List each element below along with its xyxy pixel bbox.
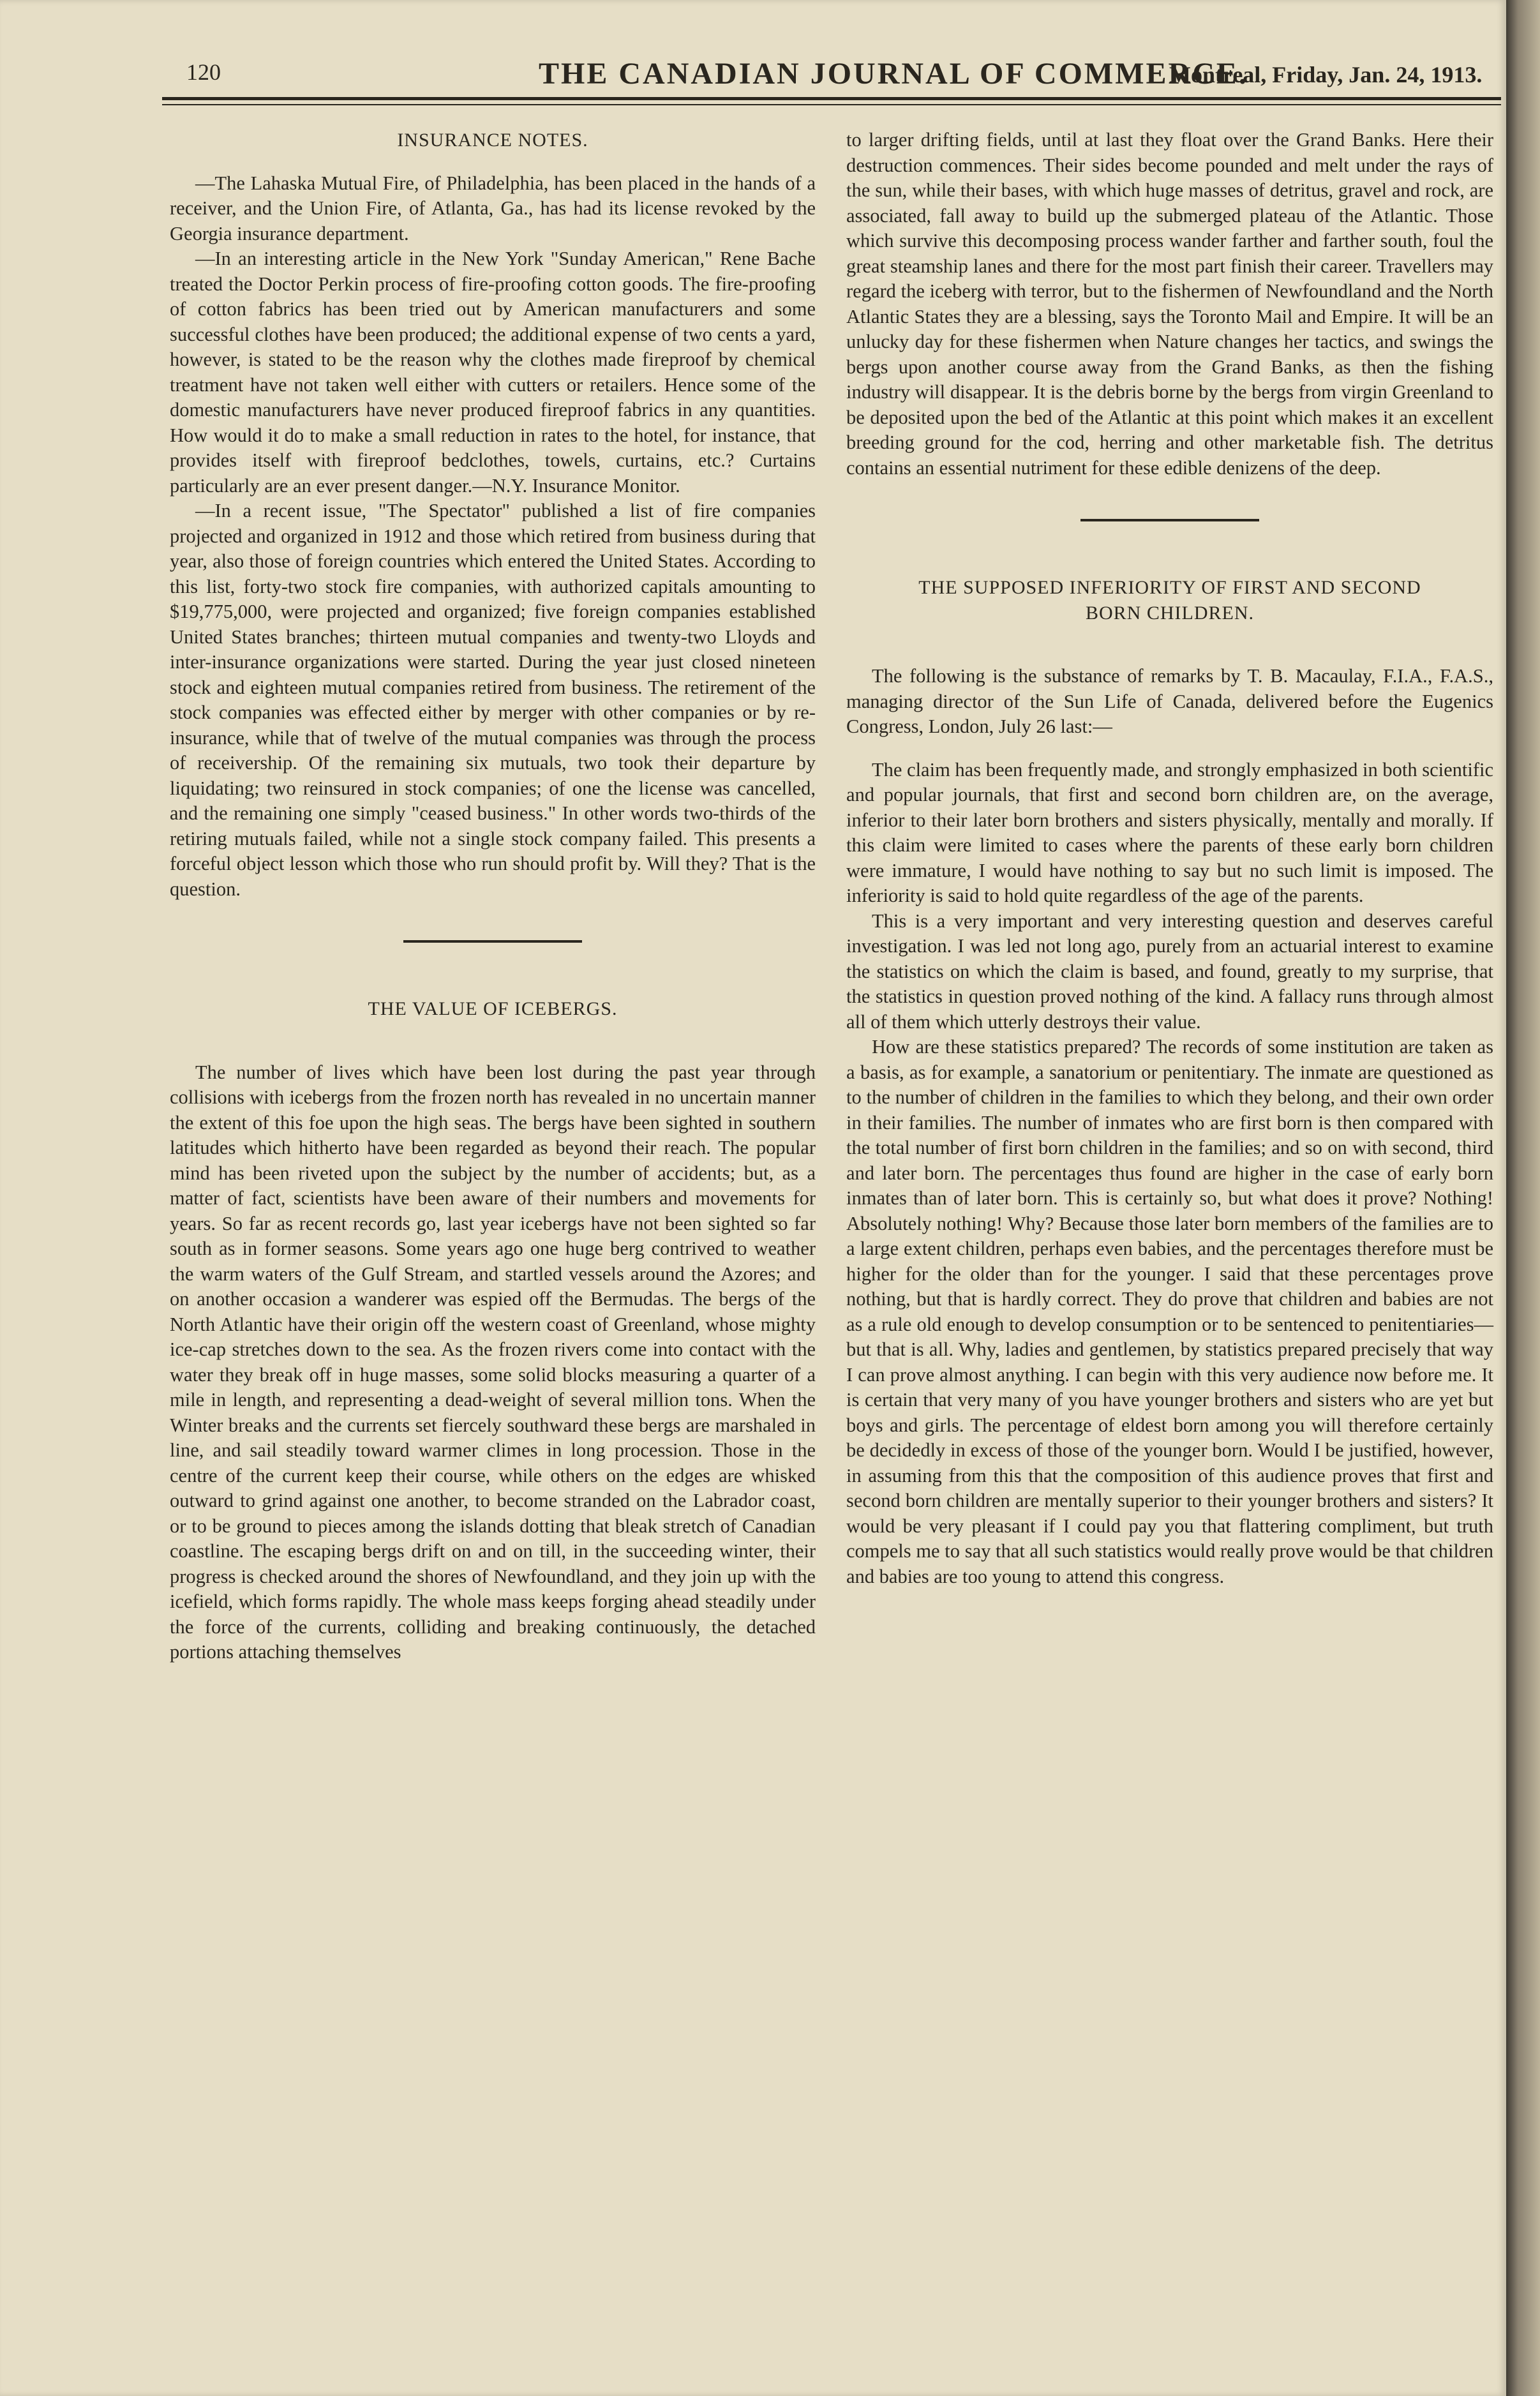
- page-number: 120: [186, 59, 221, 85]
- inferiority-heading-line2: BORN CHILDREN.: [1085, 602, 1254, 624]
- inferiority-paragraph: The claim has been frequently made, and strongly emphasized in both scientific and popular journals, that first and second born children are, on the average, inferior to their later born brothers and sisters physically, mentally and morally. If this claim were limited to cases where the parents of these early born children were immature, I would have nothing to say but no such limit is imposed. The inferiority is said to hold quite regardless of the age of the parents.: [846, 758, 1493, 906]
- icebergs-paragraph-continued: to larger drifting fields, until at last they float over the Grand Banks. Here their destruction commences. Their sides become pounded and melt under the rays of the sun, while their bases, with which huge masses of detritus, gravel and rock, are associated, fall away to build up the submerged plateau of the Atlantic. Those which survive this decomposing process wander farther and farther south, foul the great steamship lanes and there for the most part finish their career. Travellers may regard the iceberg with terror, but to the fishermen of Newfoundland and the North Atlantic States they are a blessing, says the Toronto Mail and Empire. It will be an unlucky day for these fishermen when Nature changes her tactics, and swings the bergs upon another course away from the Grand Banks, as then the fishing industry will disappear. It is the debris borne by the bergs from virgin Greenland to be deposited upon the bed of the Atlantic at this point which makes it an excellent breeding ground for the cod, herring and other marketable fish. The detritus contains an essential nutriment for these edible denizens of the deep.: [846, 129, 1493, 479]
- left-column: [170, 128, 816, 1665]
- right-column: [846, 128, 1493, 1589]
- header-rule-thin: [162, 104, 1501, 105]
- icebergs-heading: THE VALUE OF ICEBERGS.: [368, 998, 618, 1019]
- icebergs-paragraph: The number of lives which have been lost during the past year through collisions with icebergs from the frozen north has revealed in no uncertain manner the extent of this foe upon the high seas. The bergs have been sighted in southern latitudes which hitherto have been regarded as beyond their reach. The popular mind has been riveted upon the subject by the number of accidents; but, as a matter of fact, scientists have been aware of their numbers and movements for years. So far as recent records go, last year icebergs have not been sighted so far south as in former seasons. Some years ago one huge berg contrived to weather the warm waters of the Gulf Stream, and startled vessels around the Azores; and on another occasion a wanderer was espied off the Bermudas. The bergs of the North Atlantic have their origin off the western coast of Greenland, whose mighty ice-cap stretches down to the sea. As the frozen rivers come into contact with the water they break off in huge masses, some solid blocks measuring a quarter of a mile in length, and representing a dead-weight of several million tons. When the Winter breaks and the currents set fiercely southward these bergs are marshaled in line, and sail steadily toward warmer climes in long procession. Those in the centre of the current keep their course, while others on the edges are whisked outward to grind against one another, to become stranded on the Labrador coast, or to be ground to pieces among the islands dotting that bleak stretch of Canadian coastline. The escaping bergs drift on and on till, in the succeeding winter, their progress is checked around the shores of Newfoundland, and they join up with the icefield, which forms rapidly. The whole mass keeps forging ahead steadily under the force of the currents, colliding and breaking continuously, the detached portions attaching themselves: [170, 1061, 816, 1663]
- inferiority-heading-line1: THE SUPPOSED INFERIORITY OF FIRST AND SECOND: [918, 577, 1421, 598]
- dateline: Montreal, Friday, Jan. 24, 1913.: [1169, 62, 1483, 87]
- inferiority-paragraph: This is a very important and very interesting question and deserves careful investigation. I was led not long ago, purely from an actuarial interest to examine the statistics on which the claim is based, and found, greatly to my surprise, that the statistics in question proved nothing of the kind. A fallacy runs through almost all of them which utterly destroys their value.: [846, 910, 1493, 1033]
- insurance-note-paragraph: —In an interesting article in the New York "Sunday American," Rene Bache treated the Doctor Perkin process of fire-proofing cotton goods. The fire-proofing of cotton fabrics has been tried out by American manufacturers and some successful clothes have been produced; the additional expense of two cents a yard, however, is stated to be the reason why the clothes made fireproof by chemical treatment have not taken well either with cutters or retailers. Hence some of the domestic manufacturers have never produced fireproof fabrics in any quantities. How would it do to make a small reduction in rates to the hotel, for instance, that provides itself with fireproof bedclothes, towels, curtains, etc.? Curtains particularly are an ever present danger.—N.Y. Insurance Monitor.: [170, 248, 816, 497]
- inferiority-paragraph: How are these statistics prepared? The records of some institution are taken as a basis, as for example, a sanatorium or penitentiary. The inmate are questioned as to the number of children in the families to which they belong, and their own order in their families. The number of inmates who are first born is then compared with the total number of first born children in the families; and so on with second, third and later born. The percentages thus found are higher in the case of early born inmates than of later born. This is certainly so, but what does it prove? Nothing! Absolutely nothing! Why? Because those later born members of the families are to a large extent children, perhaps even babies, and the percentages therefore must be higher for the older than for the younger. I said that these percentages prove nothing, but that is hardly correct. They do prove that children and babies are not as a rule old enough to develop consumption or to be sentenced to penitentiaries—but that is all. Why, ladies and gentlemen, by statistics prepared precisely that way I can prove almost anything. I can begin with this very audience now before me. It is certain that very many of you have younger brothers and sisters who are yet but boys and girls. The percentage of eldest born among you will therefore certainly be decidedly in excess of those of the younger born. Would I be justified, however, in assuming from this that the composition of this audience proves that first and second born children are mentally superior to their younger brothers and sisters? It would be very pleasant if I could pay you that flattering compliment, but truth compels me to say that all such statistics would really prove would be that children and babies are too young to attend this congress.: [846, 1036, 1493, 1587]
- insurance-note-paragraph: —The Lahaska Mutual Fire, of Philadelphia, has been placed in the hands of a receiver, and the Union Fire, of Atlanta, Ga., has had its license revoked by the Georgia insurance department.: [170, 172, 816, 244]
- header-rule: [162, 97, 1501, 100]
- insurance-notes-heading: INSURANCE NOTES.: [397, 130, 588, 151]
- inferiority-heading: [846, 575, 1493, 625]
- book-spine-edge: [1506, 0, 1540, 2396]
- journal-title: THE CANADIAN JOURNAL OF COMMERCE.: [539, 57, 1248, 91]
- inferiority-intro: The following is the substance of remarks by T. B. Macaulay, F.I.A., F.A.S., managing director of the Sun Life of Canada, delivered before the Eugenics Congress, London, July 26 last:—: [846, 665, 1493, 737]
- insurance-note-paragraph: —In a recent issue, "The Spectator" published a list of fire companies projected and organized in 1912 and those which retired from business during that year, also those of foreign countries which entered the United States. According to this list, forty-two stock fire companies, with authorized capitals amounting to $19,775,000, were projected and organized; five foreign companies established United States branches; thirteen mutual companies and twenty-two Lloyds and inter-insurance organizations were started. During the year just closed nineteen stock and eighteen mutual companies retired from business. The retirement of the stock companies was effected either by merger with other companies or by re-insurance, while that of twelve of the mutual companies was through the process of receivership. Of the remaining six mutuals, two took their departure by liquidating; two reinsured in stock companies; of one the license was cancelled, and the remaining one simply "ceased business." In other words two-thirds of the retiring mutuals failed, while not a single stock company failed. This presents a forceful object lesson which those who run should profit by. Will they? That is the question.: [170, 500, 816, 900]
- page-header: [186, 56, 1501, 94]
